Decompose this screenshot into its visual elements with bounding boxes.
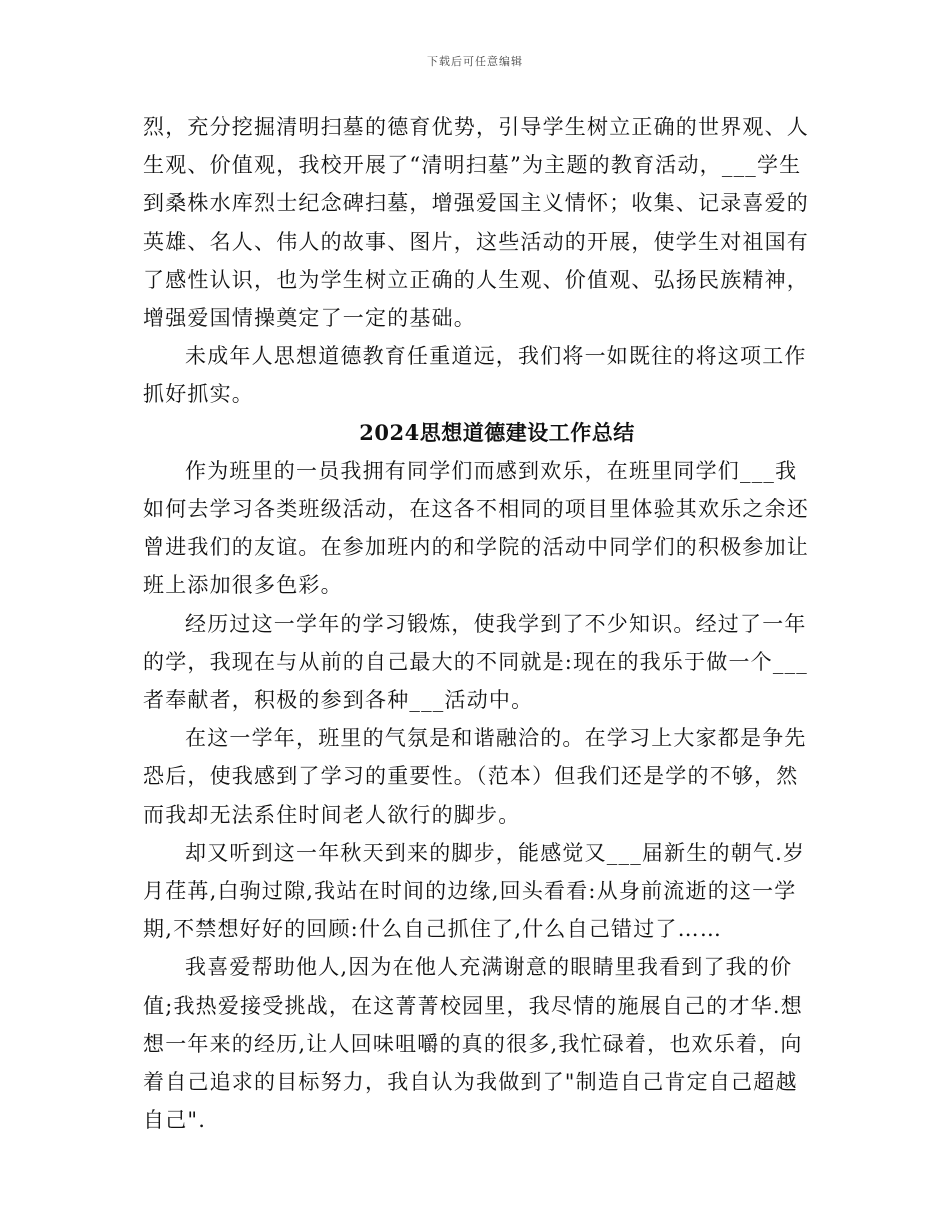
paragraph-4: 经历过这一学年的学习锻炼，使我学到了不少知识。经过了一年的学，我现在与从前的自己最大的不同就是:现在的我乐于做一个___者奉献者，积极的参到各种___活动中。: [143, 611, 808, 713]
paragraph-7: 我喜爱帮助他人,因为在他人充满谢意的眼睛里我看到了我的价值;我热爱接受挑战，在这菁菁校园里，我尽情的施展自己的才华.想想一年来的经历,让人回味咀嚼的真的很多,我忙碌着，也欢乐着，向着自己追求的目标努力，我自认为我做到了"制造自己肯定自己超越自己".: [143, 955, 803, 1133]
paragraph-3: 作为班里的一员我拥有同学们而感到欢乐，在班里同学们___我如何去学习各类班级活动，在这各不相同的项目里体验其欢乐之余还曾进我们的友谊。在参加班内的和学院的活动中同学们的积极参加让班上添加很多色彩。: [143, 458, 809, 598]
paragraph-6: 却又听到这一年秋天到来的脚步，能感觉又___届新生的朝气.岁月荏苒,白驹过隙,我站在时间的边缘,回头看看:从身前流逝的这一学期,不禁想好好的回顾:什么自己抓住了,什么自己错过了……: [143, 840, 806, 942]
paragraph-2: 未成年人思想道德教育任重道远，我们将一如既往的将这项工作抓好抓实。: [143, 344, 807, 407]
paragraph-1: 烈，充分挖掘清明扫墓的德育优势，引导学生树立正确的世界观、人生观、价值观，我校开展了“清明扫墓”为主题的教育活动，___学生到桑株水库烈士纪念碑扫墓，增强爱国主义情怀；收集、记录喜爱的英雄、名人、伟人的故事、图片，这些活动的开展，使学生对祖国有了感性认识，也为学生树立正确的人生观、价值观、弘扬民族精神，增强爱国情操奠定了一定的基础。: [143, 115, 809, 331]
document-body: [143, 108, 811, 1139]
paragraph-5: 在这一学年，班里的气氛是和谐融洽的。在学习上大家都是争先恐后，使我感到了学习的重要性。（范本）但我们还是学的不够，然而我却无法系住时间老人欲行的脚步。: [143, 726, 807, 827]
section-title: 2024思想道德建设工作总结: [359, 419, 635, 445]
page-header: 下载后可任意编辑: [427, 55, 523, 68]
